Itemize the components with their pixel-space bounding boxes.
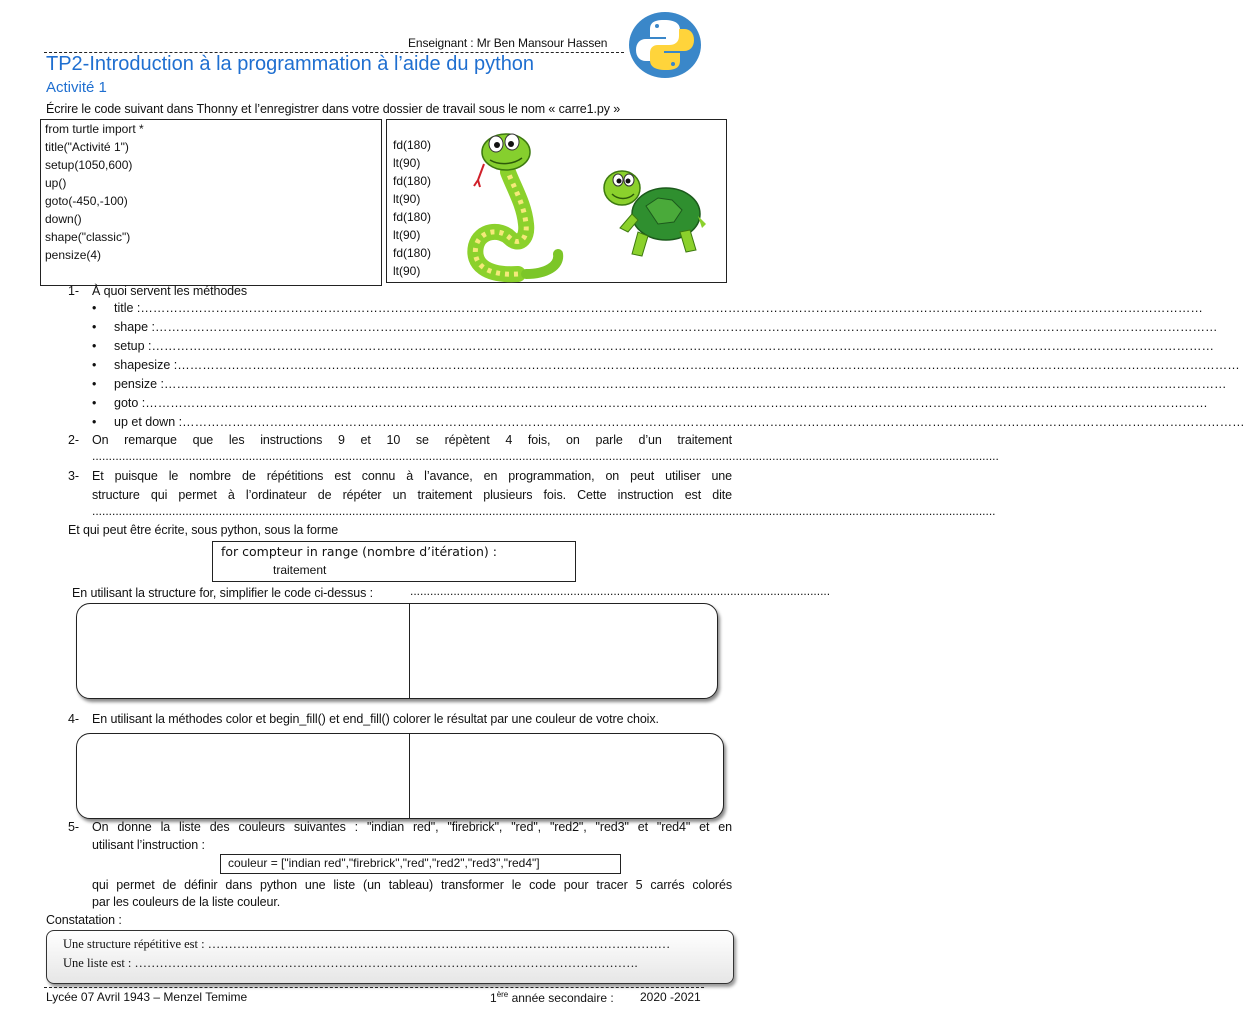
q3-simplify-text: En utilisant la structure for, simplifier le code ci-dessus : (72, 586, 373, 600)
answer-box-2[interactable] (76, 733, 724, 819)
q1-item-label: up et down : (114, 415, 183, 429)
loop-code-line: lt(90) (393, 264, 421, 278)
q5-line1: On donne la liste des couleurs suivantes : "indian red", "firebrick", "red", "red2", "red3" et "red4" et en (92, 820, 732, 834)
code-line: shape("classic") (45, 230, 131, 244)
code-line: title("Activité 1") (45, 140, 129, 154)
q1-item-label: shapesize : (114, 358, 178, 372)
q1-list-item: • shapesize :………………………………………………………………………………………………………………………………………………………………………………………………………………………………… (92, 358, 732, 372)
q3-line1: Et puisque le nombre de répétitions est connu à l’avance, en programmation, on peut utiliser une (92, 469, 732, 483)
for-syntax-body: traitement (273, 563, 327, 577)
color-list-box (220, 854, 621, 874)
constatation-line-1: Une structure répétitive est : ………………………………………………………………………………………………… (63, 937, 671, 951)
constatation-line-1-label: Une structure répétitive est : (63, 937, 205, 951)
q3-number: 3- (68, 469, 79, 483)
q1-text: À quoi servent les méthodes (92, 284, 248, 298)
q3-answer-line: ............................................................................................................................................................................................................................................................................... (92, 504, 996, 518)
q1-list-item: • title :………………………………………………………………………………………………………………………………………………………………………………………………………………………………… (92, 301, 732, 315)
q4-number: 4- (68, 712, 79, 726)
q1-item-label: pensize : (114, 377, 165, 391)
constatation-label: Constatation : (46, 913, 122, 927)
q2-number: 2- (68, 433, 79, 447)
q1-item-label: goto : (114, 396, 146, 410)
code-box-left (40, 119, 382, 286)
code-listing-loop (393, 136, 431, 280)
q4-text: En utilisant la méthodes color et begin_fill() et end_fill() colorer le résultat par une couleur de votre choix. (92, 712, 659, 726)
code-line: up() (45, 176, 67, 190)
constatation-box (46, 930, 734, 984)
activity-heading: Activité 1 (46, 79, 107, 96)
snake-illustration (466, 124, 566, 282)
q1-list-item: • shape :………………………………………………………………………………………………………………………………………………………………………………………………………………………………… (92, 320, 732, 334)
constatation-line-2: Une liste est : …………………………………………………………………………………………………………. (63, 956, 638, 970)
loop-code-line: lt(90) (393, 156, 421, 170)
page-title: TP2-Introduction à la programmation à l’aide du python (46, 53, 535, 75)
q1-item-label: title : (114, 301, 141, 315)
answer-box-1-divider (409, 604, 410, 698)
footer-level-number: 1 (490, 991, 497, 1005)
footer-level-sup: ère (496, 990, 509, 999)
footer-divider (44, 987, 704, 988)
q1-list-item: • up et down :………………………………………………………………………………………………………………………………………………………………………………………………………………………………… (92, 415, 732, 429)
footer-level-text: année secondaire : (508, 991, 614, 1005)
teacher-name: Enseignant : Mr Ben Mansour Hassen (408, 36, 608, 50)
q5-line4: par les couleurs de la liste couleur. (92, 895, 281, 909)
for-syntax-line: for compteur in range (nombre d’itération) : (221, 544, 497, 559)
python-logo-icon (626, 10, 704, 80)
footer-school: Lycée 07 Avril 1943 – Menzel Temime (46, 990, 248, 1004)
loop-code-line: fd(180) (393, 246, 432, 260)
q3-line2: structure qui permet à l’ordinateur de répéter un traitement plusieurs fois. Cette instruction est dite (92, 488, 732, 502)
code-line: setup(1050,600) (45, 158, 133, 172)
code-line: from turtle import * (45, 122, 144, 136)
footer-level (490, 990, 614, 1005)
for-syntax-box (212, 541, 576, 582)
q2-text: On remarque que les instructions 9 et 10 se répètent 4 fois, on parle d’un traitement (92, 433, 732, 447)
answer-box-2-divider (409, 734, 410, 818)
q1-list-item: • setup :………………………………………………………………………………………………………………………………………………………………………………………………………………………………… (92, 339, 732, 353)
loop-code-line: lt(90) (393, 228, 421, 242)
code-line: pensize(4) (45, 248, 102, 262)
loop-code-line: lt(90) (393, 192, 421, 206)
code-line: goto(-450,-100) (45, 194, 128, 208)
loop-code-line: fd(180) (393, 174, 432, 188)
q1-list-item: • goto :………………………………………………………………………………………………………………………………………………………………………………………………………………………………… (92, 396, 732, 410)
footer-year: 2020 -2021 (640, 990, 701, 1004)
q3-form-intro: Et qui peut être écrite, sous python, sous la forme (68, 523, 339, 537)
code-line: down() (45, 212, 82, 226)
q2-answer-line: ................................................................................................................................................................................................................................................................................ (92, 449, 999, 463)
q1-item-label: shape : (114, 320, 156, 334)
q5-line2: utilisant l’instruction : (92, 838, 205, 852)
q1-number: 1- (68, 284, 79, 298)
q5-number: 5- (68, 820, 79, 834)
color-list-code: couleur = ["indian red","firebrick","red","red2","red3","red4"] (228, 856, 540, 870)
q1-item-label: setup : (114, 339, 152, 353)
loop-code-line: fd(180) (393, 210, 432, 224)
q5-line3: qui permet de définir dans python une liste (un tableau) transformer le code pour tracer 5 carrés colorés (92, 878, 732, 892)
loop-code-line: fd(180) (393, 138, 432, 152)
q1-list-item: • pensize :………………………………………………………………………………………………………………………………………………………………………………………………………………………………… (92, 377, 732, 391)
constatation-line-2-label: Une liste est : (63, 956, 132, 970)
turtle-illustration (598, 158, 708, 264)
q3-simplify-line: .............................................................................................................................. (410, 584, 831, 598)
code-listing (45, 120, 144, 264)
answer-box-1[interactable] (76, 603, 718, 699)
instruction-text: Écrire le code suivant dans Thonny et l’enregistrer dans votre dossier de travail sous le nom « carre1.py » (46, 102, 621, 116)
